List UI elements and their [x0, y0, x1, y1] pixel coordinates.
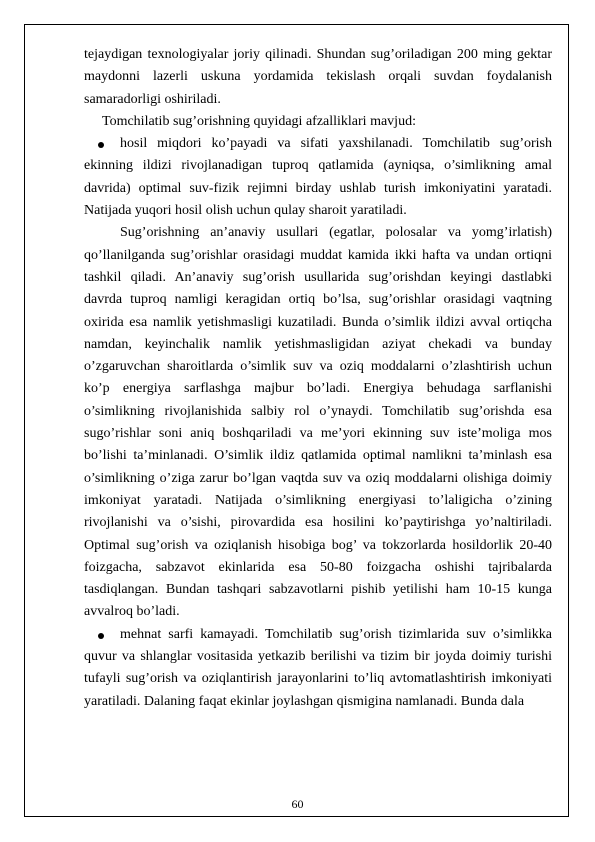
paragraph-intro: tejaydigan texnologiyalar joriy qilinadi. Shundan sug’oriladigan 200 ming gektar maydonni lazerli uskuna yordamida tekislash orqali suvdan foydalanish samaradorligi oshiriladi.	[84, 47, 552, 107]
bullet-item-labor	[84, 624, 552, 713]
bullet-item-yield	[84, 133, 552, 222]
paragraph-advantages-heading: Tomchilatib sug’orishning quyidagi afzalliklari mavjud:	[102, 113, 416, 129]
bullet-icon	[98, 633, 104, 639]
bullet-text-yield: hosil miqdori ko’payadi va sifati yaxshilanadi. Tomchilatib sug’orish ekinning ildizi rivojlanadigan tuproq qatlamida (ayniqsa, o’simlikning amal davrida) optimal suv-fizik rejimni birday ushlab turish imkoniyatini yaratadi. Natijada yuqori hosil olish uchun qulay sharoit yaratiladi.	[84, 136, 552, 219]
document-body	[84, 44, 552, 713]
bullet-text-labor: mehnat sarfi kamayadi. Tomchilatib sug’orish tizimlarida suv o’simlikka quvur va shlanglar vositasida yetkazib berilishi va tizim bir joyda doimiy turishi tufayli sug’orish va oziqlantirish jarayonlarini to’liq avtomatlashtirish imkoniyati yaratiladi. Dalaning faqat ekinlar joylashgan qismigina namlanadi. Bunda dala	[84, 626, 552, 709]
page-number: 60	[291, 797, 304, 811]
paragraph-traditional-methods: Sug’orishning an’anaviy usullari (egatlar, polosalar va yomg’irlatish) qo’llanilganda sug’orishlar orasidagi muddat kamida ikki hafta va undan ortiqni tashkil qiladi. An’anaviy sug’orish usullarida sug’orishdan keyingi dastlabki davrda tuproq namligi keragidan ortiq bo’lsa, sug’orishlar orasidagi vaqtning oxirida esa namlik yetishmasligi kuzatiladi. Bunda o’simlik ildizi avval ortiqcha namdan, keyinchalik namlik yetishmasligidan aziyat chekadi va bunday o’zgaruvchan sharoitlarda o’simlik suv va oziq moddalarni o’zlashtirish uchun ko’p energiya sarflashga majbur bo’ladi. Energiya behudaga sarflanishi o’simlikning rivojlanishida salbiy rol o’ynaydi. Tomchilatib sug’orishda esa sugo’rishlar soni aniq boshqariladi va me’yori ekinning suv iste’moliga mos bo’lishi ta’minlanadi. O’simlik ildiz qatlamida optimal namlikni ta’minlash esa o’simlikning o’ziga zarur bo’lgan vaqtda suv va oziq moddalarni olishiga doimiy imkoniyat yaratadi. Natijada o’simlikning energiyasi to’laligicha o’zining rivojlanishi va o’sishi, pirovardida esa hosilini ko’paytirishga yo’naltiriladi. Optimal sug’orish va oziqlanish hisobiga bog’ va tokzorlarda hosildorlik 20-40 foizgacha, sabzavot ekinlarida esa 50-80 foizgacha oshishi tajribalarda tasdiqlangan. Bundan tashqari sabzavotlarni pishib yetilishi ham 10-15 kunga avvalroq bo’ladi.	[84, 225, 552, 620]
